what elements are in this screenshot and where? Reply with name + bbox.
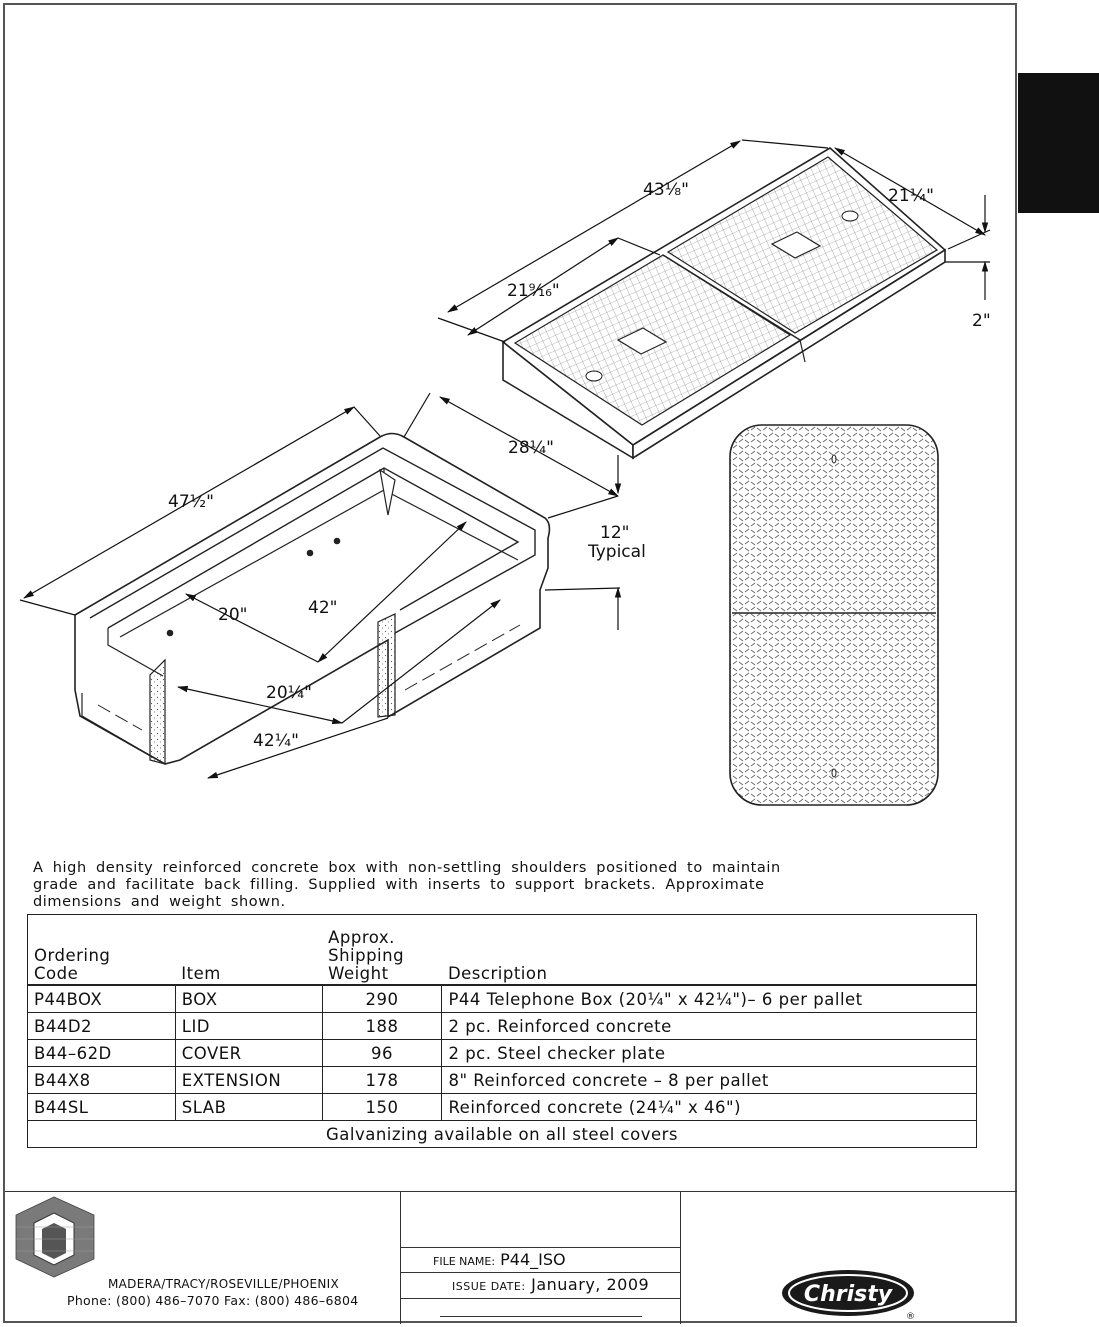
- cell-weight: 178: [322, 1067, 442, 1094]
- svg-text:Christy: Christy: [803, 1282, 893, 1307]
- cell-description: P44 Telephone Box (20¼" x 42¼")– 6 per pallet: [442, 985, 977, 1013]
- company-logo-icon: [12, 1193, 98, 1279]
- phone-fax-text: Phone: (800) 486–7070 Fax: (800) 486–6804: [67, 1293, 359, 1308]
- christy-logo-icon: [780, 1268, 920, 1320]
- table-header: [28, 915, 977, 986]
- issue-date: [452, 1275, 649, 1294]
- table-row: [28, 1040, 977, 1067]
- dim-lid-height: 2": [972, 311, 991, 331]
- dim-lid-half: 21⁹⁄₁₆": [507, 281, 560, 301]
- file-name: [433, 1250, 566, 1269]
- cell-item: EXTENSION: [175, 1067, 322, 1094]
- header-description: Description: [442, 915, 977, 986]
- cell-description: Reinforced concrete (24¼" x 46"): [442, 1094, 977, 1121]
- dim-box-length: 47½": [168, 492, 214, 512]
- dim-base-length: 42¼": [253, 731, 299, 751]
- table-row: [28, 985, 977, 1013]
- svg-text:®: ®: [906, 1312, 915, 1320]
- file-name-label: FILE NAME:: [433, 1255, 496, 1268]
- dim-wall-height: 12": [600, 523, 630, 543]
- cell-description: 2 pc. Steel checker plate: [442, 1040, 977, 1067]
- table-row: [28, 1094, 977, 1121]
- cell-weight: 96: [322, 1040, 442, 1067]
- ordering-table: [27, 914, 977, 1148]
- cell-weight: 290: [322, 985, 442, 1013]
- issue-date-label: ISSUE DATE:: [452, 1280, 526, 1293]
- lid-drawing: [503, 148, 945, 458]
- signature-line: [440, 1316, 642, 1317]
- cell-item: COVER: [175, 1040, 322, 1067]
- dim-base-width: 20¼": [266, 683, 312, 703]
- dim-lid-width: 21¼": [888, 186, 934, 206]
- header-weight: Approx. Shipping Weight: [322, 915, 442, 986]
- cell-code: B44X8: [28, 1067, 176, 1094]
- product-description: A high density reinforced concrete box with non-settling shoulders positioned to maintain grade and facilitate back filling. Supplied with inserts to support brackets. Approximate dimensions and weight shown.: [33, 860, 781, 910]
- header-ordering-code: Ordering Code: [28, 915, 176, 986]
- dim-inner-width: 20": [218, 605, 248, 625]
- locations-text: MADERA/TRACY/ROSEVILLE/PHOENIX: [108, 1277, 339, 1291]
- cell-code: B44–62D: [28, 1040, 176, 1067]
- cell-item: BOX: [175, 985, 322, 1013]
- cell-description: 2 pc. Reinforced concrete: [442, 1013, 977, 1040]
- cell-code: P44BOX: [28, 985, 176, 1013]
- checker-plate-cover: [730, 425, 938, 805]
- header-item: Item: [175, 915, 322, 986]
- table-footer-row: [28, 1121, 977, 1148]
- cell-item: LID: [175, 1013, 322, 1040]
- cell-item: SLAB: [175, 1094, 322, 1121]
- issue-date-value: January, 2009: [531, 1275, 650, 1294]
- dim-lid-length: 43⅛": [643, 180, 689, 200]
- table-row: [28, 1067, 977, 1094]
- cell-weight: 150: [322, 1094, 442, 1121]
- dim-inner-length: 42": [308, 598, 338, 618]
- cell-description: 8" Reinforced concrete – 8 per pallet: [442, 1067, 977, 1094]
- galvanizing-note: Galvanizing available on all steel covers: [28, 1121, 977, 1148]
- cell-code: B44SL: [28, 1094, 176, 1121]
- cell-code: B44D2: [28, 1013, 176, 1040]
- dim-box-width: 28¼": [508, 438, 554, 458]
- dim-wall-height-note: Typical: [588, 542, 646, 562]
- table-row: [28, 1013, 977, 1040]
- file-name-value: P44_ISO: [500, 1250, 566, 1269]
- cell-weight: 188: [322, 1013, 442, 1040]
